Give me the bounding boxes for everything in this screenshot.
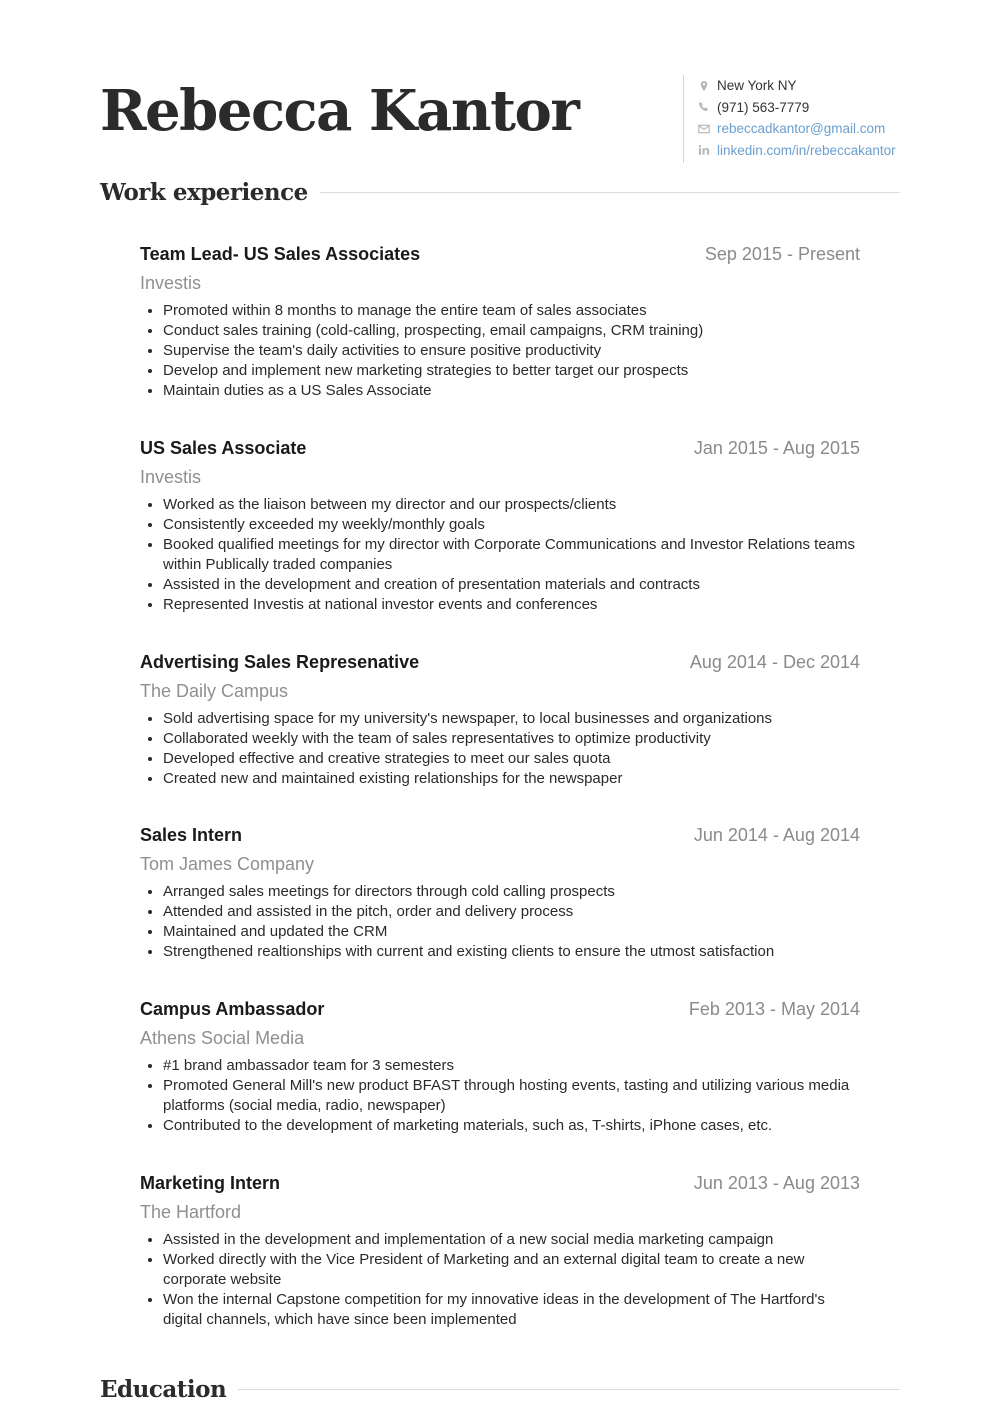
job-entry <box>140 999 860 1136</box>
list-item: • Sold advertising space for my university's newspaper, to local businesses and organizations <box>163 709 860 729</box>
list-item: • Maintained and updated the CRM <box>163 922 860 942</box>
job-title: Advertising Sales Represenative <box>140 652 420 672</box>
list-item: • Supervise the team's daily activities to ensure positive productivity <box>163 341 860 361</box>
list-item: • Attended and assisted in the pitch, order and delivery process <box>163 902 860 922</box>
contact-linkedin[interactable] <box>698 140 923 162</box>
contact-phone <box>698 97 923 119</box>
job-bullets <box>140 495 860 615</box>
location-text: New York NY <box>717 78 797 94</box>
list-item: • Won the internal Capstone competition for my innovative ideas in the development of The Hartford's digital channels, which have since been implemented <box>163 1290 860 1330</box>
job-bullets <box>140 1056 860 1136</box>
job-bullets <box>140 1230 860 1330</box>
envelope-icon <box>698 123 710 135</box>
contact-email[interactable] <box>698 118 923 140</box>
job-bullets <box>140 882 860 962</box>
list-item: • Develop and implement new marketing strategies to better target our prospects <box>163 361 860 381</box>
section-title-education <box>100 1376 900 1403</box>
contact-location <box>698 75 923 97</box>
work-heading: Work experience <box>100 179 308 206</box>
list-item: • Consistently exceeded my weekly/monthly goals <box>163 515 860 535</box>
phone-text: (971) 563-7779 <box>717 99 810 115</box>
list-item: • Maintain duties as a US Sales Associate <box>163 381 860 401</box>
list-item: • Strengthened realtionships with current and existing clients to ensure the utmost satisfaction <box>163 942 860 962</box>
job-entry <box>140 825 860 962</box>
job-entry <box>140 244 860 401</box>
list-item: • Collaborated weekly with the team of sales representatives to optimize productivity <box>163 729 860 749</box>
list-item: • #1 brand ambassador team for 3 semesters <box>163 1056 860 1076</box>
list-item: • Promoted General Mill's new product BFAST through hosting events, tasting and utilizing various media platforms (social media, radio, newspaper) <box>163 1076 860 1116</box>
list-item: • Created new and maintained existing relationships for the newspaper <box>163 769 860 789</box>
job-entry <box>140 652 860 789</box>
map-pin-icon <box>698 80 710 92</box>
section-divider <box>320 192 900 193</box>
job-company: Athens Social Media <box>140 1028 305 1048</box>
job-title: Marketing Intern <box>140 1173 281 1193</box>
list-item: • Assisted in the development and creation of presentation materials and contracts <box>163 575 860 595</box>
list-item: • Promoted within 8 months to manage the entire team of sales associates <box>163 301 860 321</box>
list-item: • Booked qualified meetings for my director with Corporate Communications and Investor Relations teams within Publically traded companies <box>163 535 860 575</box>
list-item: • Represented Investis at national investor events and conferences <box>163 595 860 615</box>
list-item: • Worked directly with the Vice President of Marketing and an external digital team to create a new corporate website <box>163 1250 860 1290</box>
job-company: Tom James Company <box>140 854 315 874</box>
list-item: • Arranged sales meetings for directors through cold calling prospects <box>163 882 860 902</box>
job-bullets <box>140 709 860 789</box>
job-dates: Jan 2015 - Aug 2015 <box>693 438 860 458</box>
list-item: • Assisted in the development and implementation of a new social media marketing campaign <box>163 1230 860 1250</box>
job-bullets <box>140 301 860 401</box>
job-dates: Jun 2013 - Aug 2013 <box>693 1173 860 1193</box>
linkedin-link[interactable]: linkedin.com/in/rebeccakantor <box>717 142 896 158</box>
job-entry <box>140 438 860 615</box>
list-item: • Worked as the liaison between my director and our prospects/clients <box>163 495 860 515</box>
job-dates: Feb 2013 - May 2014 <box>688 999 860 1019</box>
contact-info <box>683 75 923 163</box>
job-company: Investis <box>140 273 202 293</box>
list-item: • Contributed to the development of marketing materials, such as, T-shirts, iPhone cases, etc. <box>163 1116 860 1136</box>
list-item: • Developed effective and creative strategies to meet our sales quota <box>163 749 860 769</box>
section-title-work <box>100 179 900 206</box>
linkedin-icon <box>698 144 710 156</box>
job-entry <box>140 1173 860 1330</box>
job-dates: Sep 2015 - Present <box>704 244 860 264</box>
job-title: US Sales Associate <box>140 438 307 458</box>
section-divider <box>238 1389 900 1390</box>
job-company: The Hartford <box>140 1202 242 1222</box>
job-dates: Aug 2014 - Dec 2014 <box>689 652 860 672</box>
job-dates: Jun 2014 - Aug 2014 <box>693 825 860 845</box>
job-title: Campus Ambassador <box>140 999 325 1019</box>
resume-name: Rebecca Kantor <box>100 78 579 144</box>
job-company: Investis <box>140 467 202 487</box>
list-item: • Conduct sales training (cold-calling, prospecting, email campaigns, CRM training) <box>163 321 860 341</box>
phone-icon <box>698 101 710 113</box>
education-heading: Education <box>100 1376 227 1403</box>
job-title: Sales Intern <box>140 825 243 845</box>
job-company: The Daily Campus <box>140 681 289 701</box>
email-link[interactable]: rebeccadkantor@gmail.com <box>717 121 886 137</box>
job-title: Team Lead- US Sales Associates <box>140 244 421 264</box>
